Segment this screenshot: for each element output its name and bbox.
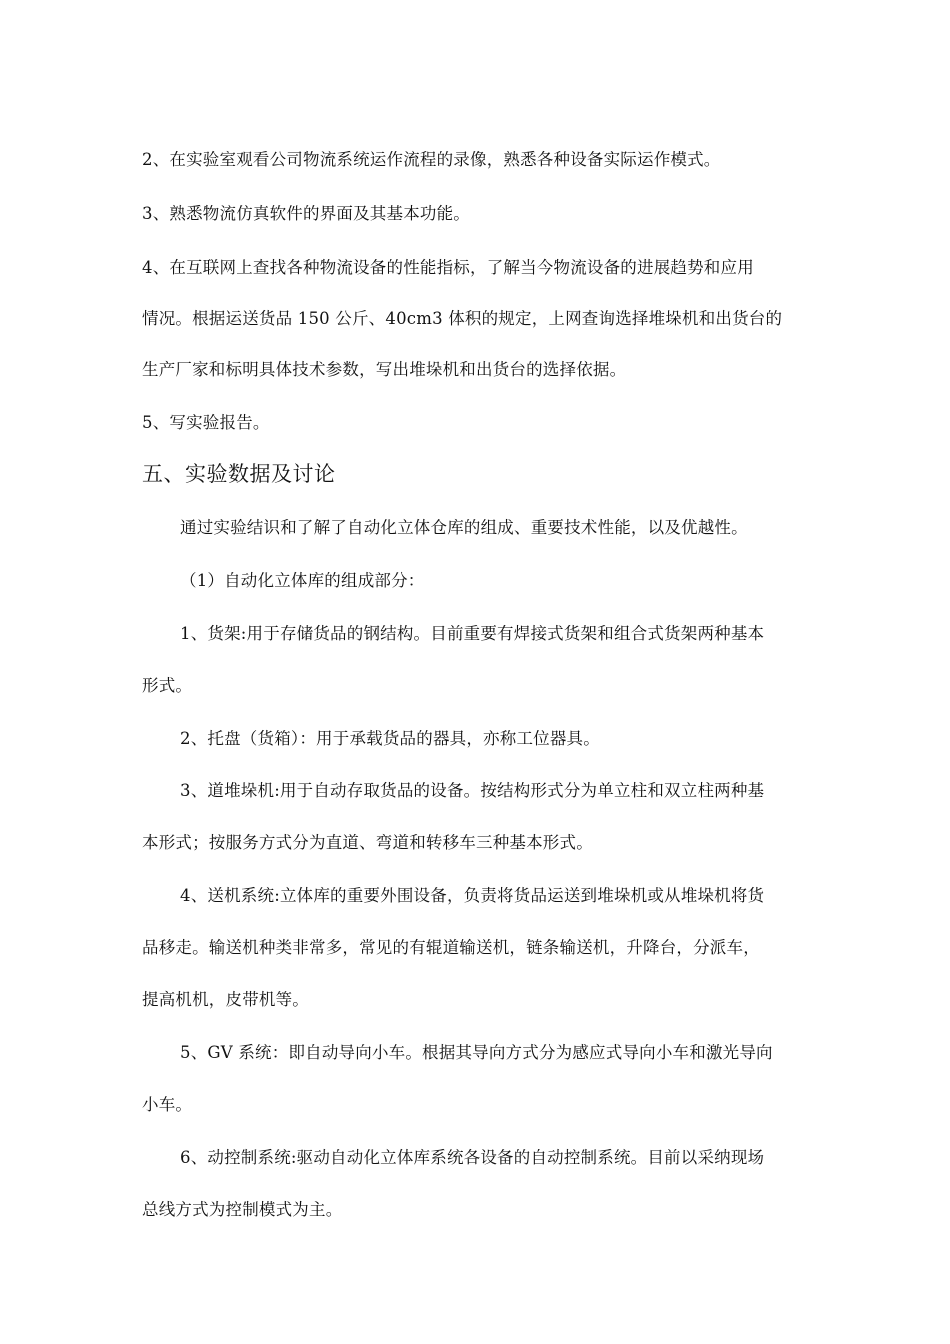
- section-5-heading: 五、实验数据及讨论: [142, 462, 336, 486]
- item-3-line-2: 本形式；按服务方式分为直道、弯道和转移车三种基本形式。: [142, 833, 593, 852]
- item-4-line-2: 品移走。输送机种类非常多，常见的有辊道输送机，链条输送机，升降台，分派车，: [142, 938, 760, 957]
- item-5-line-1: 5、GV 系统：即自动导向小车。根据其导向方式分为感应式导向小车和激光导向: [180, 1043, 773, 1062]
- step-2-text: 2、在实验室观看公司物流系统运作流程的录像，熟悉各种设备实际运作模式。: [142, 150, 721, 169]
- step-3-text: 3、熟悉物流仿真软件的界面及其基本功能。: [142, 204, 470, 223]
- item-4-line-1: 4、送机系统:立体库的重要外围设备，负责将货品运送到堆垛机或从堆垛机将货: [180, 886, 765, 905]
- section-5-subheading: （1）自动化立体库的组成部分：: [180, 571, 425, 590]
- item-6-line-2: 总线方式为控制模式为主。: [142, 1200, 343, 1219]
- step-4-line-3: 生产厂家和标明具体技术参数，写出堆垛机和出货台的选择依据。: [142, 360, 627, 379]
- item-1-line-2: 形式。: [142, 676, 193, 695]
- step-4-line-1: 4、在互联网上查找各种物流设备的性能指标，了解当今物流设备的进展趋势和应用: [142, 258, 754, 277]
- item-1-line-1: 1、货架:用于存储货品的钢结构。目前重要有焊接式货架和组合式货架两种基本: [180, 624, 765, 643]
- item-6-line-1: 6、动控制系统:驱动自动化立体库系统各设备的自动控制系统。目前以采纳现场: [180, 1148, 765, 1167]
- section-5-intro: 通过实验结识和了解了自动化立体仓库的组成、重要技术性能，以及优越性。: [180, 518, 748, 537]
- step-4-line-2: 情况。根据运送货品 150 公斤、40cm3 体积的规定，上网查询选择堆垛机和出货台的: [142, 309, 783, 328]
- item-4-line-3: 提高机机，皮带机等。: [142, 990, 309, 1009]
- item-5-line-2: 小车。: [142, 1095, 193, 1114]
- step-5-text: 5、写实验报告。: [142, 413, 270, 432]
- item-3-line-1: 3、道堆垛机:用于自动存取货品的设备。按结构形式分为单立柱和双立柱两种基: [180, 781, 765, 800]
- item-2-line-1: 2、托盘（货箱）：用于承载货品的器具，亦称工位器具。: [180, 729, 600, 748]
